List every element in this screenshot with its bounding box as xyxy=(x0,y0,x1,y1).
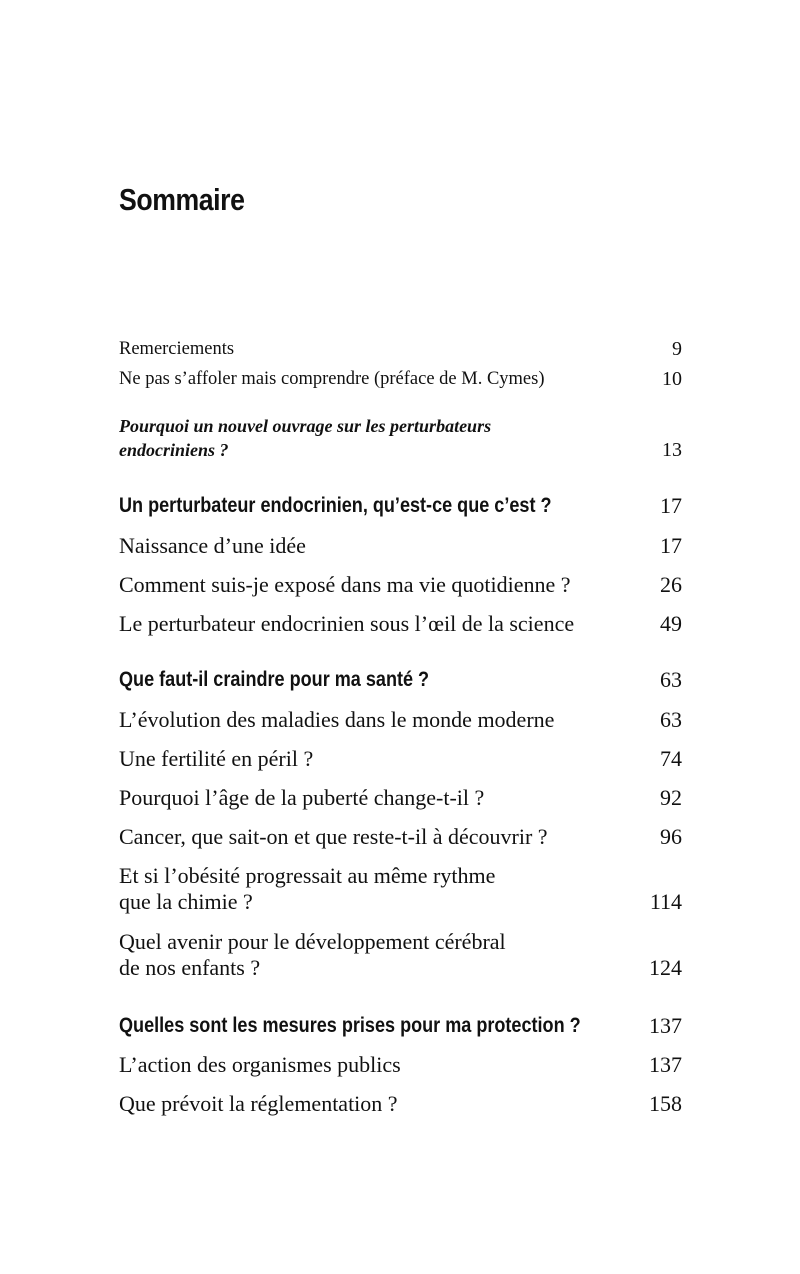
toc-section-1 xyxy=(119,493,682,519)
toc-entry xyxy=(119,785,682,811)
toc-section-label: Un perturbateur endocrinien, qu’est-ce que c’est ? xyxy=(119,494,552,517)
toc-entry xyxy=(119,707,682,733)
toc-entry xyxy=(119,929,682,981)
toc-entry-label: Remerciements xyxy=(119,339,235,359)
toc-entry-page: 26 xyxy=(660,572,682,597)
toc-entry-page: 137 xyxy=(649,1013,682,1038)
toc-entry-page: 63 xyxy=(660,707,682,732)
toc-entry-label xyxy=(119,414,599,462)
toc-entry-label: Le perturbateur endocrinien sous l’œil de la science xyxy=(119,611,575,636)
toc-entry-label-line: Quel avenir pour le développement cérébral xyxy=(119,929,506,954)
toc-entry-label: L’action des organismes publics xyxy=(119,1052,401,1077)
toc-entry xyxy=(119,863,682,915)
toc-entry-label: Pourquoi l’âge de la puberté change-t-il ? xyxy=(119,785,485,810)
toc-entry-label: Que prévoit la réglementation ? xyxy=(119,1091,398,1116)
toc-section-label: Quelles sont les mesures prises pour ma protection ? xyxy=(119,1014,581,1037)
toc-entry-page: 92 xyxy=(660,785,682,810)
toc-entry-page: 9 xyxy=(672,338,682,360)
toc-entry-page: 124 xyxy=(649,955,682,980)
toc-entry-page: 74 xyxy=(660,746,682,771)
toc-entry xyxy=(119,533,682,559)
toc-entry-label xyxy=(119,929,599,981)
toc-entry-label: Comment suis-je exposé dans ma vie quotidienne ? xyxy=(119,572,571,597)
toc-entry-page: 49 xyxy=(660,611,682,636)
toc-entry-label: Naissance d’une idée xyxy=(119,533,306,558)
toc-entry-preface xyxy=(119,367,682,391)
page-title: Sommaire xyxy=(119,182,245,217)
toc-entry xyxy=(119,746,682,772)
toc-entry xyxy=(119,1052,682,1078)
toc-entry-page: 114 xyxy=(649,889,682,914)
toc-entry xyxy=(119,1091,682,1117)
toc-entry-label-line: endocriniens ? xyxy=(119,440,229,460)
toc-entry-label: Une fertilité en péril ? xyxy=(119,746,314,771)
toc-entry-page: 158 xyxy=(649,1091,682,1116)
toc-section-3 xyxy=(119,1013,682,1039)
toc-entry-page: 13 xyxy=(662,439,682,461)
toc-section-label: Que faut-il craindre pour ma santé ? xyxy=(119,668,430,691)
toc-entry-label: Cancer, que sait-on et que reste-t-il à découvrir ? xyxy=(119,824,548,849)
toc-entry-label-line: Pourquoi un nouvel ouvrage sur les perturbateurs xyxy=(119,416,492,436)
toc-entry-label xyxy=(119,863,599,915)
toc-entry-page: 137 xyxy=(649,1052,682,1077)
toc-entry xyxy=(119,572,682,598)
toc-entry xyxy=(119,611,682,637)
toc-entry-label: Ne pas s’affoler mais comprendre (préface de M. Cymes) xyxy=(119,369,545,389)
toc-entry-page: 17 xyxy=(660,533,682,558)
toc-entry-page: 96 xyxy=(660,824,682,849)
toc-entry-label-line: de nos enfants ? xyxy=(119,955,261,980)
toc-entry-page: 10 xyxy=(662,368,682,390)
toc-entry-remerciements xyxy=(119,337,682,361)
toc-entry xyxy=(119,824,682,850)
toc-entry-page: 17 xyxy=(660,493,682,518)
toc-entry-page: 63 xyxy=(660,667,682,692)
toc-entry-label: L’évolution des maladies dans le monde moderne xyxy=(119,707,555,732)
toc-section-2 xyxy=(119,667,682,693)
toc-entry-introduction xyxy=(119,414,682,462)
toc-entry-label-line: que la chimie ? xyxy=(119,889,253,914)
toc-entry-label-line: Et si l’obésité progressait au même rythme xyxy=(119,863,496,888)
